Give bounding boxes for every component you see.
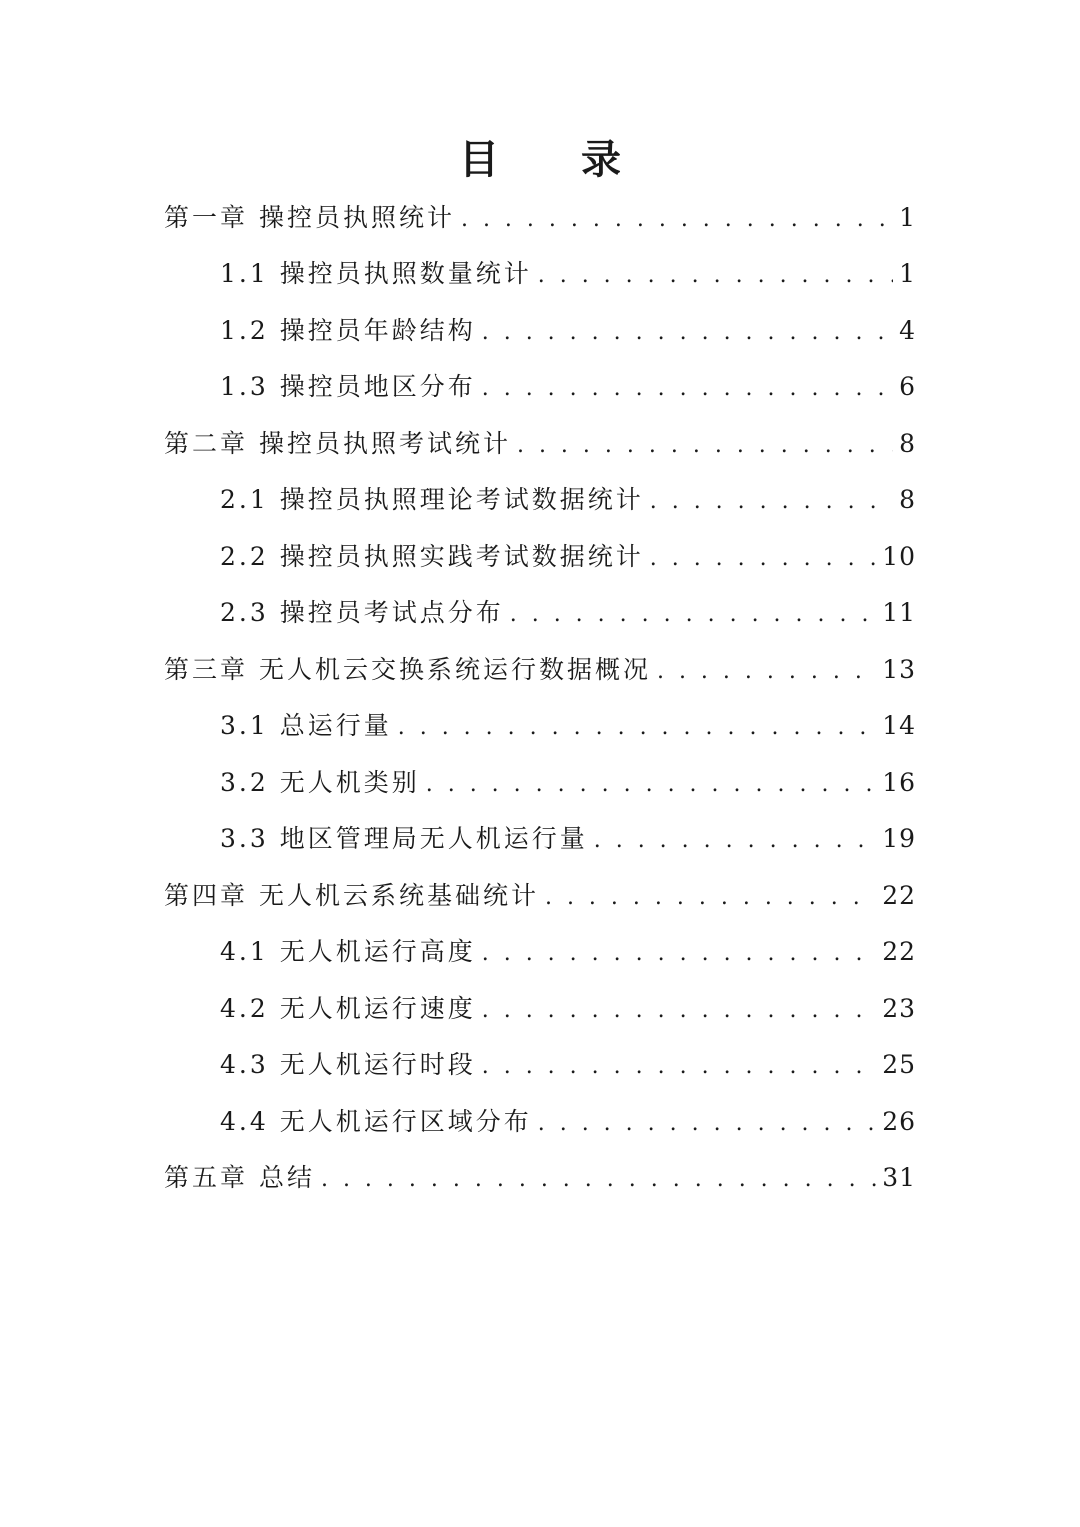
toc-title: 目 录 <box>459 137 655 183</box>
toc-entry-label: 2.3 操控员考试点分布 <box>220 598 504 627</box>
toc-page-number: 22 <box>882 881 916 910</box>
toc-entry-section-4-1[interactable] <box>220 927 916 977</box>
toc-entry-label: 第一章 操控员执照统计 <box>164 203 455 232</box>
toc-entry-label: 2.2 操控员执照实践考试数据统计 <box>220 542 644 571</box>
toc-entry-section-4-2[interactable] <box>220 984 916 1034</box>
toc-entry-label: 第三章 无人机云交换系统运行数据概况 <box>164 655 651 684</box>
toc-entry-label: 第四章 无人机云系统基础统计 <box>164 881 539 910</box>
toc-page-number: 1 <box>899 203 916 232</box>
toc-dot-leader <box>650 534 876 584</box>
toc-entry-label: 4.2 无人机运行速度 <box>220 994 476 1023</box>
toc-entry-label: 4.4 无人机运行区域分布 <box>220 1107 532 1136</box>
toc-page-number: 16 <box>882 768 916 797</box>
toc-dot-leader <box>482 308 893 358</box>
toc-page-number: 25 <box>882 1050 916 1079</box>
toc-entry-label: 第五章 总结 <box>164 1163 315 1192</box>
toc-dot-leader <box>482 986 876 1036</box>
toc-entry-section-1-3[interactable] <box>220 362 916 412</box>
toc-dot-leader <box>538 1099 876 1149</box>
toc-page-number: 10 <box>882 542 916 571</box>
toc-entry-chapter-3[interactable] <box>164 645 916 695</box>
toc-page-number: 1 <box>899 259 916 288</box>
toc-dot-leader <box>398 703 876 753</box>
toc-entry-label: 4.3 无人机运行时段 <box>220 1050 476 1079</box>
toc-entry-label: 4.1 无人机运行高度 <box>220 937 476 966</box>
toc-page-number: 26 <box>882 1107 916 1136</box>
toc-page-number: 11 <box>882 598 916 627</box>
toc-entry-chapter-4[interactable] <box>164 871 916 921</box>
toc-entry-section-3-2[interactable] <box>220 758 916 808</box>
toc-entry-chapter-5[interactable] <box>164 1153 916 1203</box>
toc-page-number: 4 <box>899 316 916 345</box>
toc-page-number: 23 <box>882 994 916 1023</box>
toc-entry-label: 3.2 无人机类别 <box>220 768 420 797</box>
toc-dot-leader <box>545 873 876 923</box>
toc-entry-section-4-3[interactable] <box>220 1040 916 1090</box>
toc-dot-leader <box>538 251 893 301</box>
toc-dot-leader <box>482 929 876 979</box>
toc-entry-chapter-2[interactable] <box>164 419 916 469</box>
toc-dot-leader <box>594 816 876 866</box>
toc-entry-label: 1.1 操控员执照数量统计 <box>220 259 532 288</box>
toc-dot-leader <box>426 760 876 810</box>
toc-dot-leader <box>650 477 893 527</box>
toc-page-number: 6 <box>899 372 916 401</box>
toc-page-number: 14 <box>882 711 916 740</box>
toc-entry-section-2-2[interactable] <box>220 532 916 582</box>
toc-entry-section-3-3[interactable] <box>220 814 916 864</box>
toc-entry-label: 1.2 操控员年龄结构 <box>220 316 476 345</box>
toc-dot-leader <box>461 195 893 245</box>
toc-entry-section-2-3[interactable] <box>220 588 916 638</box>
toc-dot-leader <box>321 1155 876 1205</box>
toc-dot-leader <box>510 590 876 640</box>
toc-page-number: 13 <box>882 655 916 684</box>
toc-page-number: 8 <box>899 429 916 458</box>
toc-entry-section-3-1[interactable] <box>220 701 916 751</box>
toc-entry-label: 2.1 操控员执照理论考试数据统计 <box>220 485 644 514</box>
toc-page-number: 19 <box>882 824 916 853</box>
toc-entry-section-1-2[interactable] <box>220 306 916 356</box>
toc-entry-section-4-4[interactable] <box>220 1097 916 1147</box>
toc-entry-section-2-1[interactable] <box>220 475 916 525</box>
toc-page-number: 22 <box>882 937 916 966</box>
toc-entry-label: 3.3 地区管理局无人机运行量 <box>220 824 588 853</box>
toc-page-number: 31 <box>882 1163 916 1192</box>
toc-entry-chapter-1[interactable] <box>164 193 916 243</box>
toc-dot-leader <box>482 1042 876 1092</box>
toc-dot-leader <box>517 421 893 471</box>
toc-entry-section-1-1[interactable] <box>220 249 916 299</box>
toc-page-number: 8 <box>899 485 916 514</box>
toc-entry-label: 3.1 总运行量 <box>220 711 392 740</box>
toc-dot-leader <box>482 364 893 414</box>
toc-entry-label: 第二章 操控员执照考试统计 <box>164 429 511 458</box>
toc-entry-label: 1.3 操控员地区分布 <box>220 372 476 401</box>
toc-dot-leader <box>657 647 876 697</box>
